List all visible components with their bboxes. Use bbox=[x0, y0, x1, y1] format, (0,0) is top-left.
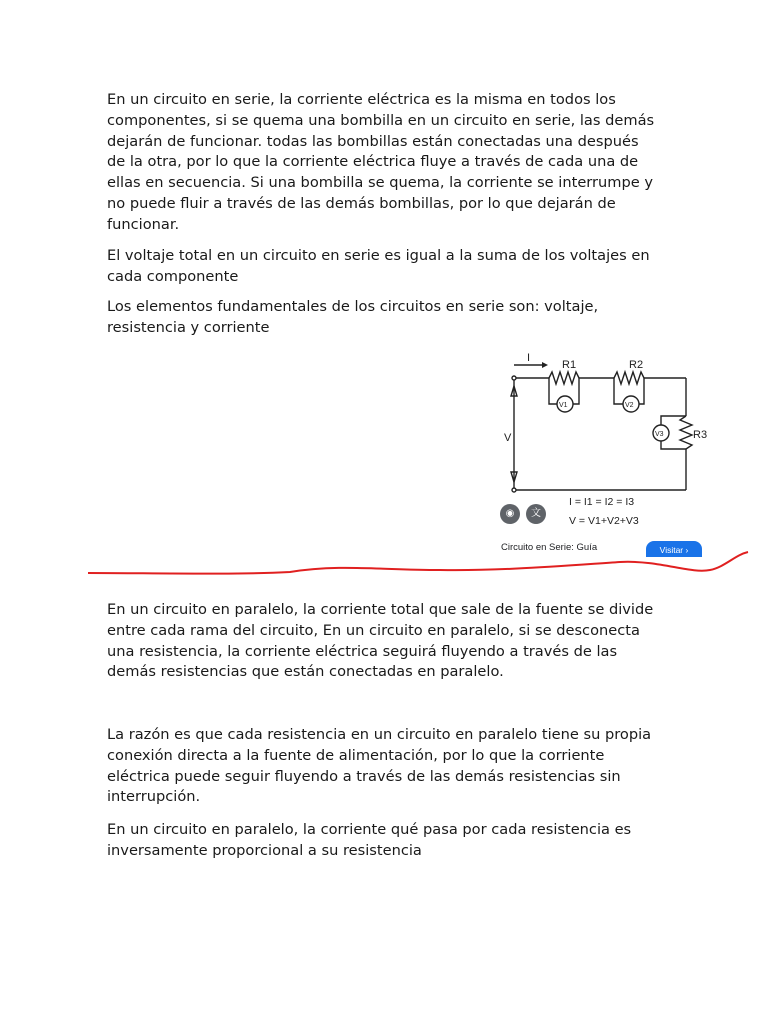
series-circuit-diagram bbox=[496, 348, 712, 560]
label-r1: R1 bbox=[562, 359, 577, 371]
paragraph-parallel-reason: La razón es que cada resistencia en un circuito en paralelo tiene su propia conexión directa a la fuente de alimentación, por lo que la corriente eléctrica puede seguir fluyendo a través de las demás resistencias sin interrupción. bbox=[107, 726, 652, 806]
translate-icon[interactable]: 文 bbox=[526, 504, 546, 524]
label-r2: R2 bbox=[629, 359, 644, 371]
equation-voltage: V = V1+V2+V3 bbox=[569, 515, 639, 527]
resistor-r2 bbox=[614, 372, 644, 384]
paragraph-parallel-current: En un circuito en paralelo, la corriente total que sale de la fuente se divide entre cada rama del circuito, En un circuito en paralelo, si se desconecta una resistencia, la corriente eléctrica seguirá fluyendo a través de las demás resistencias que están conectadas en paralelo. bbox=[107, 601, 654, 681]
label-v2: V2 bbox=[625, 402, 634, 409]
resistor-r1 bbox=[549, 372, 579, 384]
google-lens-icon[interactable]: ◉ bbox=[500, 504, 520, 524]
label-r3: R3 bbox=[693, 429, 708, 441]
red-divider-line bbox=[0, 540, 768, 585]
resistor-r3 bbox=[680, 416, 692, 449]
circuit-svg bbox=[496, 348, 712, 560]
visit-button[interactable]: Visitar › bbox=[646, 541, 702, 557]
label-v3: V3 bbox=[655, 431, 664, 438]
equation-current: I = I1 = I2 = I3 bbox=[569, 496, 635, 508]
paragraph-series-voltage: El voltaje total en un circuito en serie es igual a la suma de los voltajes en cada componente bbox=[107, 247, 650, 285]
label-v1: V1 bbox=[559, 402, 568, 409]
paragraph-series-current: En un circuito en serie, la corriente eléctrica es la misma en todos los componentes, si se quema una bombilla en un circuito en serie, las demás dejarán de funcionar. todas las bombillas están conectadas una después de la otra, por lo que la corriente eléctrica fluye a través de cada una de ellas en secuencia. Si una bombilla se quema, la corriente se interrumpe y no puede fluir a través de las demás bombillas, por lo que dejarán de funcionar. bbox=[107, 91, 655, 233]
label-v: V bbox=[504, 432, 512, 444]
paragraph-parallel-proportional: En un circuito en paralelo, la corriente qué pasa por cada resistencia es inversamente proporcional a su resistencia bbox=[107, 821, 632, 859]
current-label: I bbox=[527, 352, 531, 364]
paragraph-series-elements: Los elementos fundamentales de los circuitos en serie son: voltaje, resistencia y corriente bbox=[107, 298, 599, 336]
image-caption[interactable]: Circuito en Serie: Guía bbox=[501, 542, 598, 553]
